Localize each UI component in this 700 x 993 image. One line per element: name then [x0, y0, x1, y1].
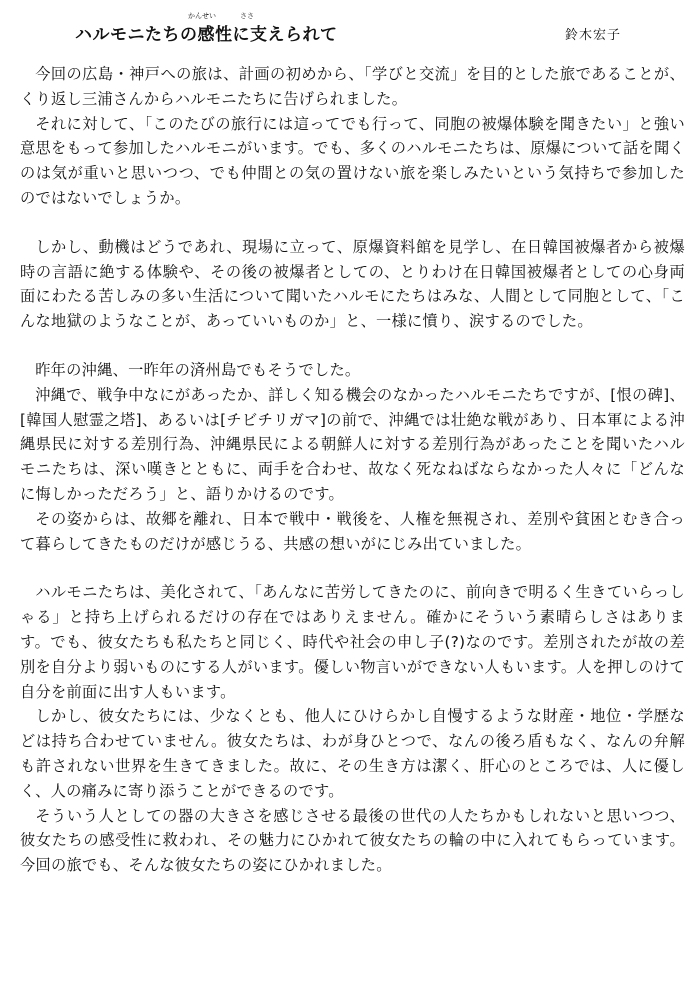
- paragraph: 今回の広島・神戸への旅は、計画の初めから、「学びと交流」を目的とした旅であることが、くり返し三浦さんからハルモニたちに告げられました。: [20, 65, 685, 108]
- article-body: [20, 62, 685, 878]
- page-title: [75, 12, 338, 45]
- paragraph: 昨年の沖縄、一昨年の済州島でもそうでした。: [35, 360, 361, 379]
- paragraph-gap: [20, 556, 685, 580]
- paragraph-gap: [20, 334, 685, 358]
- paragraph: しかし、動機はどうであれ、現場に立って、原爆資料館を見学し、在日韓国被爆者から被爆時の言語に絶する体験や、その後の被爆者としての、とりわけ在日韓国被爆者としての心身両面にわたる苦しみの多い生活について聞いたハルモにたちはみな、人間として同胞として、「こんな地獄のようなことが、あっていいものか」と、一様に憤り、涙するのでした。: [20, 237, 685, 331]
- document-header: [0, 0, 700, 50]
- paragraph: 沖縄で、戦争中なにがあったか、詳しく知る機会のなかったハルモニたちですが、[恨の碑]、[韓国人慰霊之塔]、あるいは[チビチリガマ]の前で、沖縄では壮絶な戦があり、日本軍による沖縄県民に対する差別行為、沖縄県民による朝鮮人に対する差別行為があったことを聞いたハルモニたちは、深い嘆きとともに、両手を合わせ、故なく死なねばならなかった人々に「どんなに悔しかっただろう」と、語りかけるのです。: [20, 385, 685, 503]
- author-name: 鈴木宏子: [565, 28, 622, 43]
- paragraph: それに対して、「このたびの旅行には這ってでも行って、同胞の被爆体験を聞きたい」と強い意思をもって参加したハルモニがいます。でも、多くのハルモニたちは、原爆について話を聞くのは気が重いと思いつつ、でも仲間との気の置けない旅を楽しみたいという気持ちで参加したのではないでしょうか。: [20, 114, 685, 207]
- paragraph: ハルモニたちは、美化されて、「あんなに苦労してきたのに、前向きで明るく生きていらっしゃる」と持ち上げられるだけの存在ではありえません。確かにそういう素晴らしさはあります。でも、彼女たちも私たちと同じく、時代や社会の申し子(?)なのです。差別されたが故の差別を自分より弱いものにする人がいます。優しい物言いができない人もいます。人を押しのけて自分を前面に出す人もいます。: [20, 583, 685, 701]
- title-text: ハルモニたちの感性に支えられて: [75, 25, 338, 45]
- paragraph-gap: [20, 211, 685, 235]
- title-ruby-sasa: ささ: [240, 12, 254, 20]
- paragraph: しかし、彼女たちには、少なくとも、他人にひけらかし自慢するような財産・地位・学歴などは持ち合わせていません。彼女たちは、わが身ひとつで、なんの後ろ盾もなく、なんの弁解も許されない世界を生きてきました。故に、その生き方は潔く、肝心のところでは、人に優しく、人の痛みに寄り添うことができるのです。: [20, 707, 685, 800]
- paragraph: その姿からは、故郷を離れ、日本で戦中・戦後を、人権を無視され、差別や貧困とむき合って暮らしてきたものだけが感じうる、共感の想いがにじみ出ていました。: [20, 509, 685, 553]
- paragraph: そういう人としての器の大きさを感じさせる最後の世代の人たちかもしれないと思いつつ、彼女たちの感受性に救われ、その魅力にひかれて彼女たちの輪の中に入れてもらっています。今回の旅でも、そんな彼女たちの姿にひかれました。: [20, 806, 685, 875]
- title-ruby-kansei: かんせい: [188, 12, 216, 20]
